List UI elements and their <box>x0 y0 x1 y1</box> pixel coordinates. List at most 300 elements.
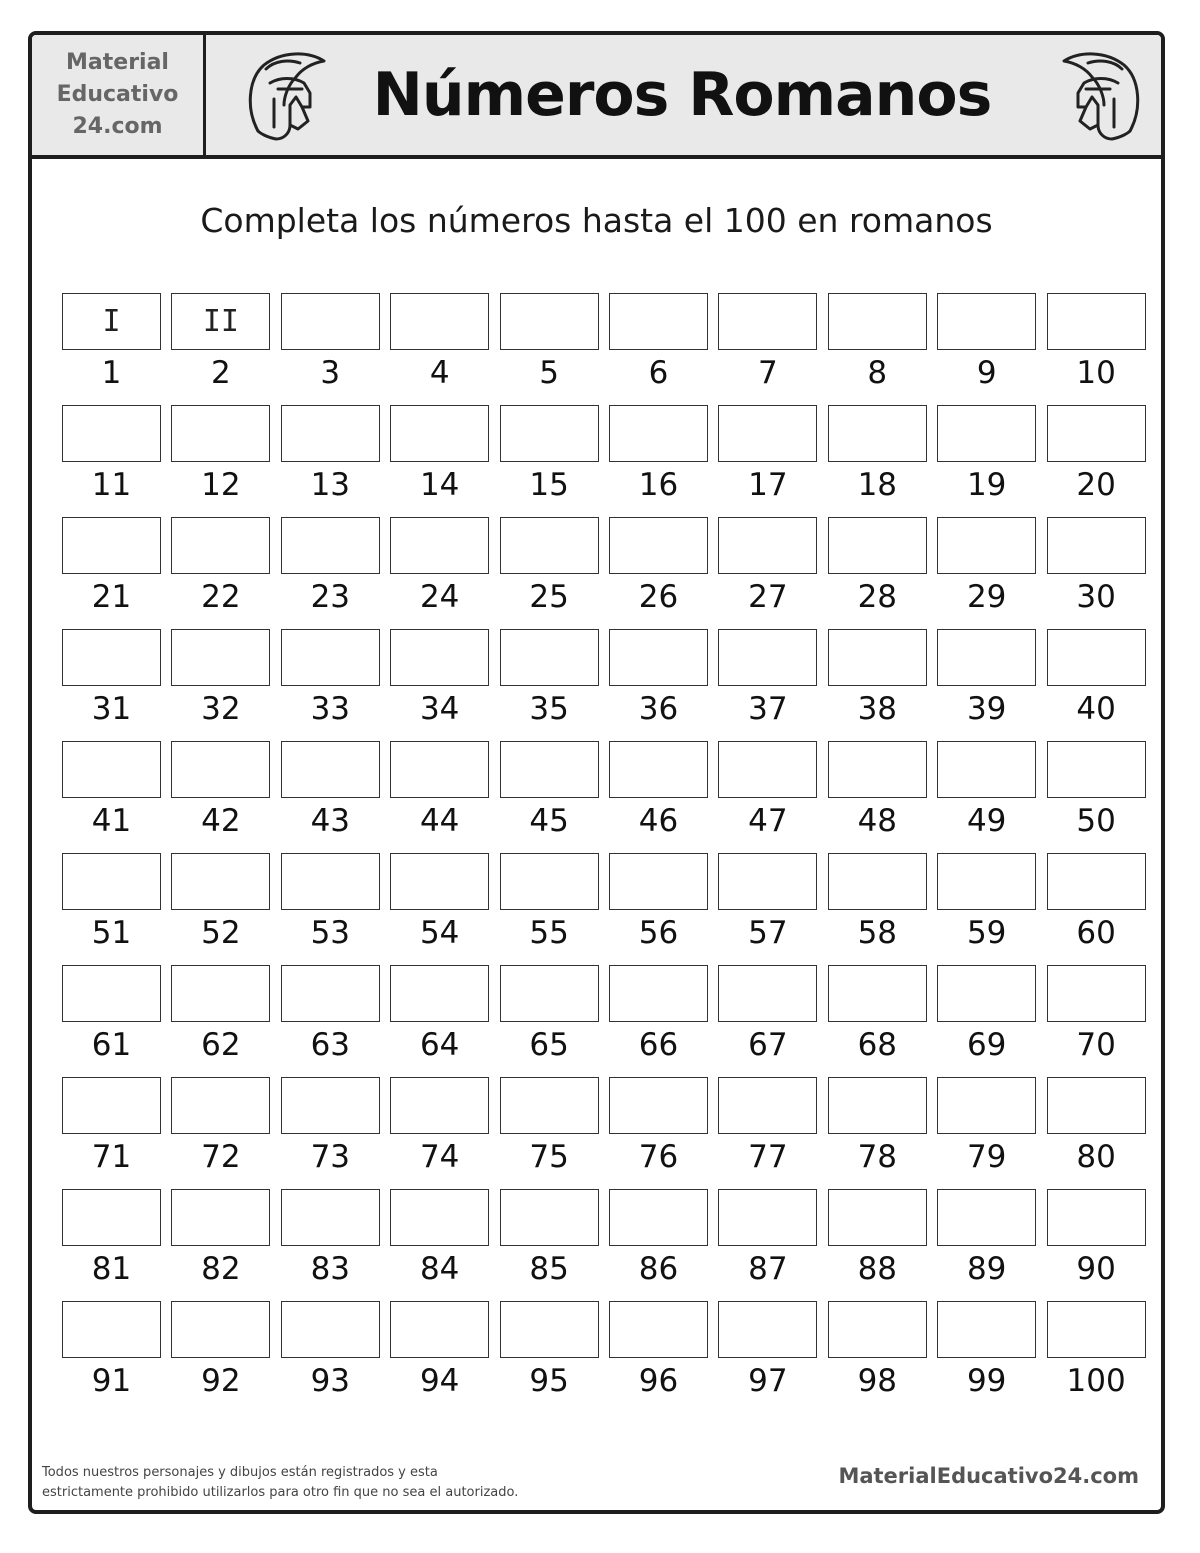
answer-box[interactable] <box>390 1189 489 1246</box>
grid-cell <box>500 405 599 517</box>
answer-box[interactable] <box>62 741 161 798</box>
grid-cell <box>828 405 927 517</box>
answer-box[interactable] <box>609 1301 708 1358</box>
grid-cell <box>171 629 270 741</box>
answer-box[interactable] <box>1047 741 1146 798</box>
grid-cell <box>718 1189 817 1301</box>
grid-cell <box>500 1301 599 1413</box>
number-label: 64 <box>419 1027 460 1063</box>
number-label: 40 <box>1076 691 1116 727</box>
grid-cell <box>937 1077 1036 1189</box>
grid-cell <box>609 517 708 629</box>
number-label: 97 <box>748 1363 788 1399</box>
grid-cell <box>828 965 927 1077</box>
grid-cell <box>62 405 161 517</box>
number-label: 35 <box>529 691 569 727</box>
grid-cell <box>1047 629 1146 741</box>
grid-cell <box>937 853 1036 965</box>
number-label: 93 <box>310 1363 351 1399</box>
answer-box[interactable] <box>390 1077 489 1134</box>
grid-cell <box>1047 1301 1146 1413</box>
answer-box[interactable] <box>390 293 489 350</box>
number-label: 44 <box>419 803 460 839</box>
number-label: 81 <box>91 1251 132 1287</box>
grid-cell <box>828 1301 927 1413</box>
spartan-helmet-icon <box>1052 49 1144 145</box>
answer-box[interactable] <box>937 405 1036 462</box>
brand-line-2: Educativo <box>56 82 179 107</box>
answer-box[interactable] <box>62 1301 161 1358</box>
answer-box[interactable] <box>718 741 817 798</box>
number-label: 27 <box>748 579 788 615</box>
grid-cell <box>500 741 599 853</box>
number-label: 89 <box>966 1251 1007 1287</box>
number-label: 5 <box>539 355 559 391</box>
answer-box[interactable] <box>390 517 489 574</box>
grid-cell <box>500 1077 599 1189</box>
grid-cell <box>937 629 1036 741</box>
answer-box[interactable] <box>718 853 817 910</box>
answer-box[interactable] <box>828 1189 927 1246</box>
grid-cell <box>62 293 161 405</box>
answer-box[interactable] <box>62 965 161 1022</box>
grid-cell <box>281 405 380 517</box>
grid-cell <box>718 629 817 741</box>
grid-cell <box>390 517 489 629</box>
answer-box[interactable] <box>281 965 380 1022</box>
instructions-text: Completa los números hasta el 100 en romanos <box>200 201 993 240</box>
grid-cell <box>828 629 927 741</box>
number-label: 54 <box>419 915 460 951</box>
answer-box[interactable] <box>718 629 817 686</box>
copyright-line-2: estrictamente prohibido utilizarlos para otro fin que no sea el autorizado. <box>42 1485 519 1500</box>
answer-box[interactable] <box>500 853 599 910</box>
grid-cell <box>390 853 489 965</box>
answer-box[interactable] <box>281 741 380 798</box>
number-label: 95 <box>529 1363 569 1399</box>
answer-box[interactable] <box>171 1077 270 1134</box>
answer-box[interactable] <box>828 405 927 462</box>
answer-box[interactable] <box>281 853 380 910</box>
number-label: 3 <box>320 355 341 391</box>
number-label: 72 <box>201 1139 241 1175</box>
number-label: 8 <box>867 355 888 391</box>
number-label: 36 <box>638 691 679 727</box>
number-label: 53 <box>310 915 351 951</box>
grid-cell <box>390 293 489 405</box>
grid-cell <box>281 1189 380 1301</box>
number-label: 46 <box>638 803 679 839</box>
number-label: 75 <box>529 1139 569 1175</box>
answer-box[interactable] <box>1047 629 1146 686</box>
grid-cell <box>500 629 599 741</box>
answer-box[interactable] <box>171 405 270 462</box>
page-title: Números Romanos <box>372 60 992 130</box>
answer-box[interactable] <box>718 405 817 462</box>
answer-box[interactable] <box>1047 1077 1146 1134</box>
number-label: 49 <box>966 803 1007 839</box>
answer-box[interactable] <box>609 853 708 910</box>
grid-cell <box>937 405 1036 517</box>
grid-cell <box>718 1077 817 1189</box>
grid-cell <box>171 1301 270 1413</box>
number-label: 79 <box>966 1139 1007 1175</box>
number-label: 83 <box>310 1251 351 1287</box>
number-label: 65 <box>529 1027 569 1063</box>
answer-box[interactable] <box>500 1077 599 1134</box>
number-label: 38 <box>857 691 898 727</box>
answer-box[interactable] <box>500 741 599 798</box>
grid-cell <box>828 1077 927 1189</box>
grid-cell <box>390 1189 489 1301</box>
answer-box[interactable] <box>718 1077 817 1134</box>
grid-cell <box>62 1189 161 1301</box>
number-label: 21 <box>91 579 132 615</box>
number-label: 68 <box>857 1027 898 1063</box>
grid-cell <box>500 293 599 405</box>
answer-box[interactable] <box>937 853 1036 910</box>
number-label: 73 <box>310 1139 351 1175</box>
number-label: 92 <box>201 1363 241 1399</box>
number-label: 55 <box>529 915 569 951</box>
grid-cell <box>1047 405 1146 517</box>
number-label: 28 <box>857 579 898 615</box>
answer-box[interactable] <box>500 293 599 350</box>
number-label: 60 <box>1076 915 1116 951</box>
number-label: 2 <box>211 355 231 391</box>
number-label: 69 <box>966 1027 1007 1063</box>
grid-cell <box>718 853 817 965</box>
grid-cell <box>171 1077 270 1189</box>
number-label: 32 <box>201 691 241 727</box>
answer-box[interactable] <box>609 965 708 1022</box>
grid-cell <box>281 293 380 405</box>
answer-box[interactable] <box>609 293 708 350</box>
answer-box[interactable] <box>500 1189 599 1246</box>
number-label: 6 <box>648 355 669 391</box>
answer-box[interactable] <box>281 1301 380 1358</box>
answer-box[interactable] <box>937 1189 1036 1246</box>
grid-cell <box>609 1077 708 1189</box>
grid-cell <box>281 741 380 853</box>
grid-cell <box>609 293 708 405</box>
grid-cell <box>62 517 161 629</box>
grid-cell <box>828 293 927 405</box>
grid-cell <box>281 629 380 741</box>
answer-box[interactable] <box>718 517 817 574</box>
worksheet-frame <box>28 31 1165 1514</box>
number-label: 56 <box>638 915 679 951</box>
number-label: 48 <box>857 803 898 839</box>
number-label: 9 <box>976 355 997 391</box>
number-label: 47 <box>748 803 788 839</box>
grid-cell <box>718 741 817 853</box>
number-label: 11 <box>91 467 132 503</box>
number-label: 34 <box>419 691 460 727</box>
number-label: 61 <box>91 1027 132 1063</box>
number-label: 29 <box>966 579 1007 615</box>
answer-box[interactable] <box>281 1077 380 1134</box>
grid-cell <box>609 965 708 1077</box>
number-label: 86 <box>638 1251 679 1287</box>
number-label: 33 <box>310 691 351 727</box>
answer-box[interactable] <box>1047 1189 1146 1246</box>
number-label: 87 <box>748 1251 788 1287</box>
number-label: 20 <box>1076 467 1116 503</box>
grid-cell <box>500 853 599 965</box>
answer-box[interactable] <box>609 405 708 462</box>
grid-cell <box>609 1301 708 1413</box>
answer-box[interactable] <box>390 741 489 798</box>
answer-box[interactable] <box>281 293 380 350</box>
answer-box[interactable] <box>62 629 161 686</box>
answer-box[interactable] <box>1047 517 1146 574</box>
brand-line-3: 24.com <box>72 114 163 139</box>
number-label: 67 <box>748 1027 788 1063</box>
number-label: 77 <box>748 1139 788 1175</box>
answer-box[interactable]: I <box>62 293 161 350</box>
answer-box[interactable] <box>828 853 927 910</box>
answer-box[interactable] <box>828 741 927 798</box>
number-label: 16 <box>638 467 679 503</box>
grid-cell <box>171 293 270 405</box>
answer-box[interactable] <box>718 293 817 350</box>
answer-box[interactable] <box>390 965 489 1022</box>
grid-cell <box>1047 965 1146 1077</box>
answer-box[interactable] <box>828 517 927 574</box>
grid-cell <box>62 1077 161 1189</box>
grid-cell <box>62 965 161 1077</box>
grid-cell <box>609 629 708 741</box>
grid-cell <box>609 405 708 517</box>
answer-box[interactable] <box>171 741 270 798</box>
number-label: 85 <box>529 1251 569 1287</box>
grid-cell <box>1047 1189 1146 1301</box>
number-label: 80 <box>1076 1139 1116 1175</box>
number-label: 66 <box>638 1027 679 1063</box>
number-label: 71 <box>91 1139 132 1175</box>
grid-cell <box>937 1301 1036 1413</box>
number-label: 18 <box>857 467 898 503</box>
answer-box[interactable] <box>937 517 1036 574</box>
grid-cell <box>171 517 270 629</box>
answer-box[interactable] <box>1047 293 1146 350</box>
answer-box[interactable] <box>500 965 599 1022</box>
grid-cell <box>828 741 927 853</box>
number-label: 76 <box>638 1139 679 1175</box>
grid-cell <box>609 741 708 853</box>
answer-box[interactable] <box>828 293 927 350</box>
grid-cell <box>390 405 489 517</box>
grid-cell <box>828 853 927 965</box>
number-label: 94 <box>419 1363 460 1399</box>
answer-box[interactable] <box>937 629 1036 686</box>
number-label: 57 <box>748 915 788 951</box>
grid-cell <box>937 965 1036 1077</box>
grid-cell <box>171 1189 270 1301</box>
answer-box[interactable] <box>1047 405 1146 462</box>
grid-cell <box>828 1189 927 1301</box>
answer-box[interactable] <box>500 517 599 574</box>
grid-cell <box>718 965 817 1077</box>
answer-box[interactable] <box>937 1301 1036 1358</box>
answer-box[interactable] <box>828 629 927 686</box>
answer-box[interactable] <box>718 1301 817 1358</box>
number-label: 7 <box>758 355 778 391</box>
grid-cell <box>1047 517 1146 629</box>
number-label: 10 <box>1076 355 1116 391</box>
number-label: 58 <box>857 915 898 951</box>
grid-cell <box>718 517 817 629</box>
number-label: 25 <box>529 579 569 615</box>
number-label: 26 <box>638 579 679 615</box>
number-label: 88 <box>857 1251 898 1287</box>
answer-box[interactable] <box>828 965 927 1022</box>
number-label: 90 <box>1076 1251 1116 1287</box>
grid-cell <box>281 1301 380 1413</box>
answer-box[interactable] <box>828 1077 927 1134</box>
answer-box[interactable] <box>281 1189 380 1246</box>
grid-cell <box>937 517 1036 629</box>
answer-box[interactable] <box>62 517 161 574</box>
grid-cell <box>937 293 1036 405</box>
answer-box[interactable] <box>171 1301 270 1358</box>
grid-cell <box>390 629 489 741</box>
grid-cell <box>171 853 270 965</box>
number-label: 82 <box>201 1251 241 1287</box>
grid-cell <box>62 741 161 853</box>
answer-box[interactable] <box>1047 1301 1146 1358</box>
number-label: 13 <box>310 467 351 503</box>
number-label: 98 <box>857 1363 898 1399</box>
answer-box[interactable] <box>1047 853 1146 910</box>
brand-logo <box>32 35 206 155</box>
answer-box[interactable] <box>390 1301 489 1358</box>
answer-box[interactable] <box>937 965 1036 1022</box>
answer-box[interactable] <box>62 853 161 910</box>
answer-box[interactable] <box>171 1189 270 1246</box>
number-label: 41 <box>91 803 132 839</box>
number-label: 14 <box>419 467 460 503</box>
number-label: 45 <box>529 803 569 839</box>
answer-box[interactable] <box>281 517 380 574</box>
number-label: 100 <box>1066 1363 1126 1399</box>
brand-line-1: Material <box>66 50 169 75</box>
grid-cell <box>1047 1077 1146 1189</box>
grid-cell <box>62 853 161 965</box>
number-label: 51 <box>91 915 132 951</box>
number-label: 62 <box>201 1027 241 1063</box>
answer-box[interactable] <box>500 629 599 686</box>
grid-cell <box>500 517 599 629</box>
grid-cell <box>171 741 270 853</box>
answer-box[interactable] <box>609 741 708 798</box>
answer-box[interactable] <box>281 629 380 686</box>
number-label: 96 <box>638 1363 679 1399</box>
footer-site-link[interactable]: MaterialEducativo24.com <box>838 1464 1139 1488</box>
number-label: 39 <box>966 691 1007 727</box>
roman-numeral-grid <box>62 293 1145 1405</box>
grid-cell <box>718 293 817 405</box>
answer-box[interactable] <box>281 405 380 462</box>
number-label: 99 <box>966 1363 1007 1399</box>
answer-box[interactable] <box>937 293 1036 350</box>
grid-cell <box>281 853 380 965</box>
answer-box[interactable] <box>390 629 489 686</box>
answer-box[interactable] <box>62 405 161 462</box>
number-label: 23 <box>310 579 351 615</box>
answer-box[interactable]: II <box>171 293 270 350</box>
answer-box[interactable] <box>62 1189 161 1246</box>
number-label: 43 <box>310 803 351 839</box>
number-label: 17 <box>748 467 788 503</box>
answer-box[interactable] <box>171 965 270 1022</box>
number-label: 84 <box>419 1251 460 1287</box>
grid-cell <box>1047 853 1146 965</box>
answer-box[interactable] <box>828 1301 927 1358</box>
answer-box[interactable] <box>390 853 489 910</box>
grid-cell <box>937 1189 1036 1301</box>
grid-cell <box>937 741 1036 853</box>
grid-cell <box>390 1301 489 1413</box>
answer-box[interactable] <box>718 1189 817 1246</box>
worksheet-header <box>32 35 1161 159</box>
grid-cell <box>718 1301 817 1413</box>
answer-box[interactable] <box>609 517 708 574</box>
copyright-note <box>42 1463 682 1503</box>
number-label: 22 <box>201 579 241 615</box>
answer-box[interactable] <box>1047 965 1146 1022</box>
answer-box[interactable] <box>171 853 270 910</box>
number-label: 52 <box>201 915 241 951</box>
grid-cell <box>390 965 489 1077</box>
answer-box[interactable] <box>937 1077 1036 1134</box>
grid-cell <box>281 517 380 629</box>
number-label: 30 <box>1076 579 1116 615</box>
number-label: 42 <box>201 803 241 839</box>
copyright-line-1: Todos nuestros personajes y dibujos están registrados y esta <box>42 1465 438 1480</box>
answer-box[interactable] <box>62 1077 161 1134</box>
grid-cell <box>1047 293 1146 405</box>
answer-box[interactable] <box>171 629 270 686</box>
grid-cell <box>390 741 489 853</box>
number-label: 74 <box>419 1139 460 1175</box>
grid-cell <box>1047 741 1146 853</box>
number-label: 63 <box>310 1027 351 1063</box>
number-label: 37 <box>748 691 788 727</box>
number-label: 4 <box>429 355 450 391</box>
answer-box[interactable] <box>609 1077 708 1134</box>
answer-box[interactable] <box>609 629 708 686</box>
answer-box[interactable] <box>171 517 270 574</box>
number-label: 24 <box>419 579 460 615</box>
answer-box[interactable] <box>500 1301 599 1358</box>
grid-cell <box>62 1301 161 1413</box>
number-label: 78 <box>857 1139 898 1175</box>
answer-box[interactable] <box>937 741 1036 798</box>
grid-cell <box>500 1189 599 1301</box>
grid-cell <box>390 1077 489 1189</box>
answer-box[interactable] <box>609 1189 708 1246</box>
grid-cell <box>62 629 161 741</box>
number-label: 59 <box>966 915 1007 951</box>
answer-box[interactable] <box>718 965 817 1022</box>
answer-box[interactable] <box>390 405 489 462</box>
answer-box[interactable] <box>500 405 599 462</box>
grid-cell <box>281 1077 380 1189</box>
grid-cell <box>609 1189 708 1301</box>
grid-cell <box>171 965 270 1077</box>
